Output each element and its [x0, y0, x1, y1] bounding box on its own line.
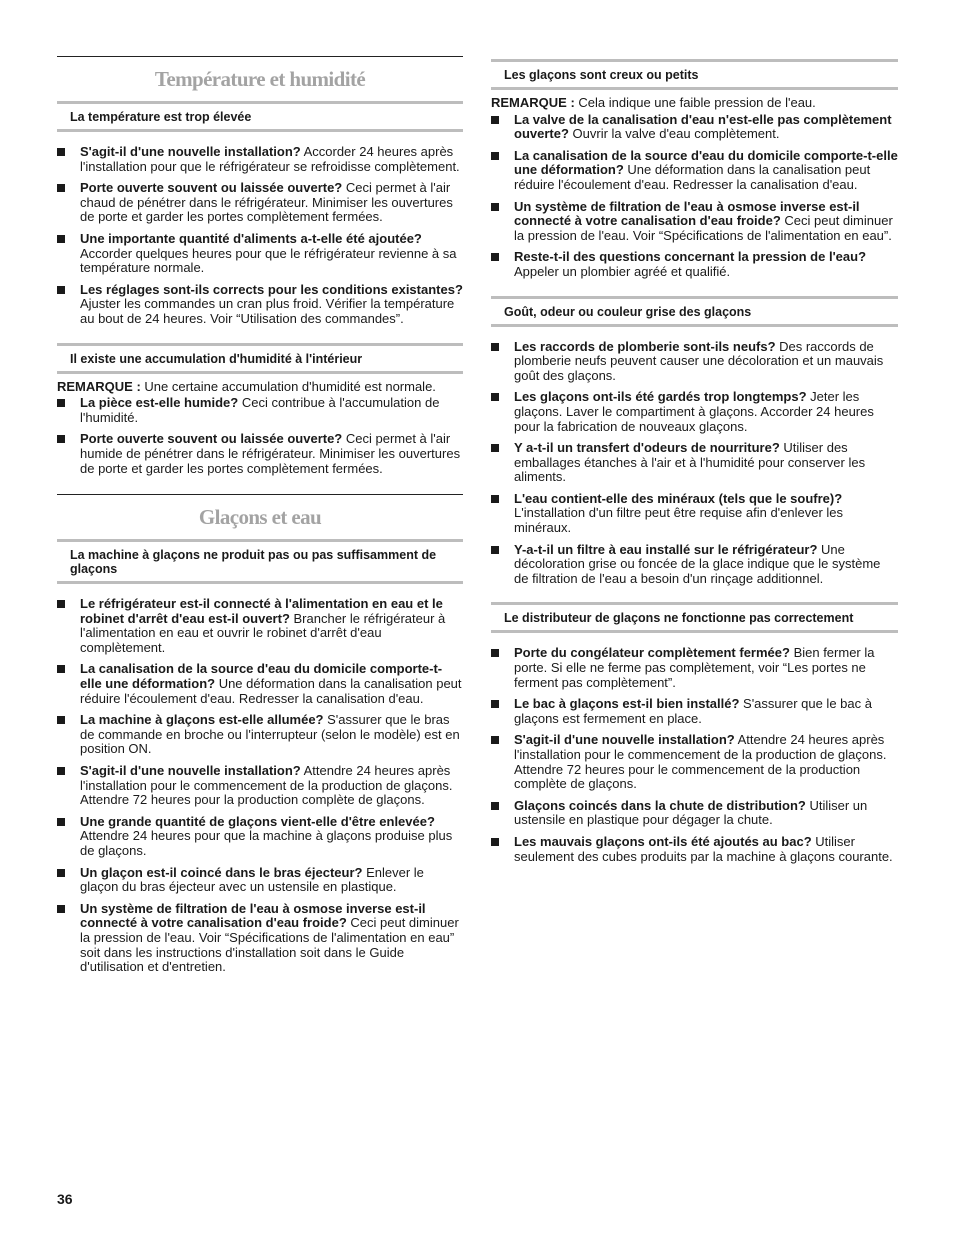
note-label: REMARQUE : [57, 378, 141, 394]
item-question: Porte du congélateur complètement fermée? [514, 645, 790, 661]
item-question: La canalisation de la source d'eau du domicile comporte-t-elle une déformation? [80, 661, 443, 692]
list-item [57, 764, 463, 808]
item-answer: Attendre 24 heures après l'installation pour le commencement de la production de glaçons. Attendre 72 heures pour le commencement de la production complète de glaçons. [514, 732, 887, 792]
list-item [57, 902, 463, 975]
checklist [491, 113, 898, 280]
item-answer: Jeter les glaçons. Laver le compartiment à glaçons. Accorder 24 heures pour la fabrication de nouveaux glaçons. [514, 389, 874, 434]
list-item [57, 145, 463, 174]
list-item [57, 662, 463, 706]
item-answer: Des raccords de plomberie neufs peuvent causer une décoloration et un mauvais goût des glaçons. [514, 338, 884, 383]
item-answer: Ceci permet à l'air humide de pénétrer dans le réfrigérateur. Minimiser les ouvertures de porte et garder les portes complètement fermées. [80, 431, 461, 476]
item-question: Les raccords de plomberie sont-ils neufs? [514, 338, 776, 354]
subsection-body [491, 633, 898, 880]
list-item [491, 646, 898, 690]
list-item [57, 181, 463, 225]
item-question: Les réglages sont-ils corrects pour les conditions existantes? [80, 281, 463, 297]
item-question: Une grande quantité de glaçons vient-elle d'être enlevée? [80, 813, 435, 829]
note-text: Une certaine accumulation d'humidité est normale. [140, 378, 436, 394]
note-text: Cela indique une faible pression de l'eau. [574, 95, 816, 110]
section-divider [57, 56, 463, 57]
subsection-body [57, 584, 463, 991]
item-answer: Attendre 24 heures après l'installation pour le commencement de la production de glaçons. Attendre 72 heures pour la production complète de glaçons. [80, 763, 453, 808]
list-item [57, 713, 463, 757]
subsection-body [491, 90, 898, 296]
list-item [491, 697, 898, 726]
item-question: Y a-t-il un transfert d'odeurs de nourriture? [514, 440, 780, 456]
item-answer: Ouvrir la valve d'eau complètement. [568, 126, 780, 142]
item-question: Un système de filtration de l'eau à osmose inverse est-il connecté à votre canalisation d'eau froide? [80, 900, 426, 931]
item-answer: Utiliser des emballages étanches à l'air et à l'humidité pour conserver les aliments. [514, 440, 866, 485]
item-question: S'agit-il d'une nouvelle installation? [514, 732, 735, 748]
checklist [491, 646, 898, 864]
item-question: Porte ouverte souvent ou laissée ouverte? [80, 431, 343, 447]
item-question: La valve de la canalisation d'eau n'est-elle pas complètement ouverte? [514, 111, 892, 142]
subsection-heading-taste-odor: Goût, odeur ou couleur grise des glaçons [491, 296, 898, 327]
item-question: Les mauvais glaçons ont-ils été ajoutés au bac? [514, 833, 812, 849]
subsection-heading-ice-maker: La machine à glaçons ne produit pas ou pas suffisamment de glaçons [57, 539, 463, 584]
item-question: La canalisation de la source d'eau du domicile comporte-t-elle une déformation? [514, 147, 898, 178]
list-item [57, 232, 463, 276]
list-item [491, 113, 898, 142]
list-item [57, 866, 463, 895]
subsection-heading-hollow-ice: Les glaçons sont creux ou petits [491, 59, 898, 90]
item-question: Une importante quantité d'aliments a-t-elle été ajoutée? [80, 230, 422, 246]
item-answer: Ajuster les commandes un cran plus froid. Vérifier la température au bout de 24 heures. Voir “Utilisation des commandes”. [80, 296, 455, 326]
list-item [491, 835, 898, 864]
section-divider [57, 494, 463, 495]
list-item [491, 390, 898, 434]
subsection-heading-dispenser: Le distributeur de glaçons ne fonctionne pas correctement [491, 602, 898, 633]
section-title-ice-water: Glaçons et eau [198, 505, 322, 530]
item-answer: Brancher le réfrigérateur à l'alimentation en eau et ouvrir le robinet d'arrêt d'eau complètement. [80, 610, 446, 655]
item-question: La pièce est-elle humide? [80, 395, 239, 411]
subsection-heading-temp-too-high: La température est trop élevée [57, 101, 463, 132]
item-answer: L'installation d'un filtre peut être requise afin d'enlever les minéraux. [514, 505, 844, 536]
item-question: L'eau contient-elle des minéraux (tels que le soufre)? [514, 490, 843, 506]
list-item [57, 815, 463, 859]
left-column [57, 56, 463, 991]
item-answer: Accorder quelques heures pour que le réfrigérateur revienne à sa température normale. [80, 245, 457, 276]
list-item [491, 799, 898, 828]
item-answer: Accorder 24 heures après l'installation pour que le réfrigérateur se refroidisse complètement. [80, 144, 460, 174]
list-item [491, 200, 898, 244]
item-question: S'agit-il d'une nouvelle installation? [80, 144, 301, 159]
checklist [57, 145, 463, 327]
item-question: Le réfrigérateur est-il connecté à l'alimentation en eau et le robinet d'arrêt d'eau est-il ouvert? [80, 596, 443, 626]
item-answer: Ceci peut diminuer la pression de l'eau. Voir “Spécifications de l'alimentation en eau” soit dans les instructions d'installation soit dans le Guide d'utilisation et d'entretien. [80, 915, 459, 975]
item-answer: Utiliser un ustensile en plastique pour dégager la chute. [514, 797, 868, 828]
item-question: S'agit-il d'une nouvelle installation? [80, 763, 301, 779]
list-item [57, 432, 463, 476]
list-item [57, 597, 463, 655]
note [57, 380, 463, 395]
list-item [491, 733, 898, 791]
item-answer: Enlever le glaçon du bras éjecteur avec un ustensile en plastique. [80, 864, 424, 895]
note [491, 96, 898, 111]
item-question: Porte ouverte souvent ou laissée ouverte? [80, 180, 343, 196]
item-answer: Appeler un plombier agréé et qualifié. [514, 263, 731, 279]
checklist [491, 340, 898, 587]
item-answer: Utiliser seulement des cubes produits par la machine à glaçons courante. [514, 833, 893, 864]
list-item [491, 492, 898, 536]
item-answer: Attendre 24 heures pour que la machine à glaçons produise plus de glaçons. [80, 828, 453, 858]
item-answer: Ceci peut diminuer la pression de l'eau. Voir “Spécifications de l'alimentation en eau”. [514, 213, 893, 243]
list-item [491, 149, 898, 193]
item-answer: S'assurer que le bac à glaçons est fermement en place. [514, 696, 872, 726]
list-item [491, 340, 898, 384]
item-question: Y-a-t-il un filtre à eau installé sur le réfrigérateur? [514, 541, 818, 557]
item-answer: Ceci contribue à l'accumulation de l'humidité. [80, 395, 440, 425]
checklist [57, 597, 463, 975]
right-column [491, 59, 898, 880]
item-question: Un glaçon est-il coincé dans le bras éjecteur? [80, 864, 363, 880]
item-question: Les glaçons ont-ils été gardés trop longtemps? [514, 389, 807, 405]
item-question: Glaçons coincés dans la chute de distribution? [514, 797, 806, 813]
item-answer: S'assurer que le bras de commande en broche ou l'interrupteur (selon le modèle) est en position ON. [80, 712, 460, 757]
list-item [491, 441, 898, 485]
subsection-heading-humidity: Il existe une accumulation d'humidité à l'intérieur [57, 343, 463, 374]
item-question: Le bac à glaçons est-il bien installé? [514, 696, 740, 712]
list-item [57, 283, 463, 327]
section-title-temperature: Température et humidité [154, 67, 366, 91]
checklist [57, 396, 463, 476]
subsection-body [57, 132, 463, 343]
list-item [57, 396, 463, 425]
item-answer: Une déformation dans la canalisation peut réduire l'écoulement d'eau. Redresser la canalisation d'eau. [80, 676, 462, 706]
list-item [491, 250, 898, 279]
item-answer: Une déformation dans la canalisation peut réduire l'écoulement d'eau. Redresser la canalisation d'eau. [514, 162, 871, 192]
subsection-body [491, 327, 898, 603]
item-question: Un système de filtration de l'eau à osmose inverse est-il connecté à votre canalisation d'eau froide? [514, 198, 860, 229]
note-label: REMARQUE : [491, 95, 575, 110]
page-number: 36 [57, 1191, 73, 1207]
item-answer: Une décoloration grise ou foncée de la glace indique que le système de filtration de l'eau a besoin d'un rinçage additionnel. [514, 541, 881, 586]
subsection-body [57, 374, 463, 493]
item-question: La machine à glaçons est-elle allumée? [80, 712, 324, 728]
item-question: Reste-t-il des questions concernant la pression de l'eau? [514, 249, 867, 265]
item-answer: Ceci permet à l'air chaud de pénétrer dans le réfrigérateur. Minimiser les ouvertures de porte et garder les portes complètement fermées. [80, 180, 453, 225]
list-item [491, 543, 898, 587]
item-answer: Bien fermer la porte. Si elle ne ferme pas complètement, voir “Les portes ne ferment pas complètement”. [514, 645, 875, 690]
